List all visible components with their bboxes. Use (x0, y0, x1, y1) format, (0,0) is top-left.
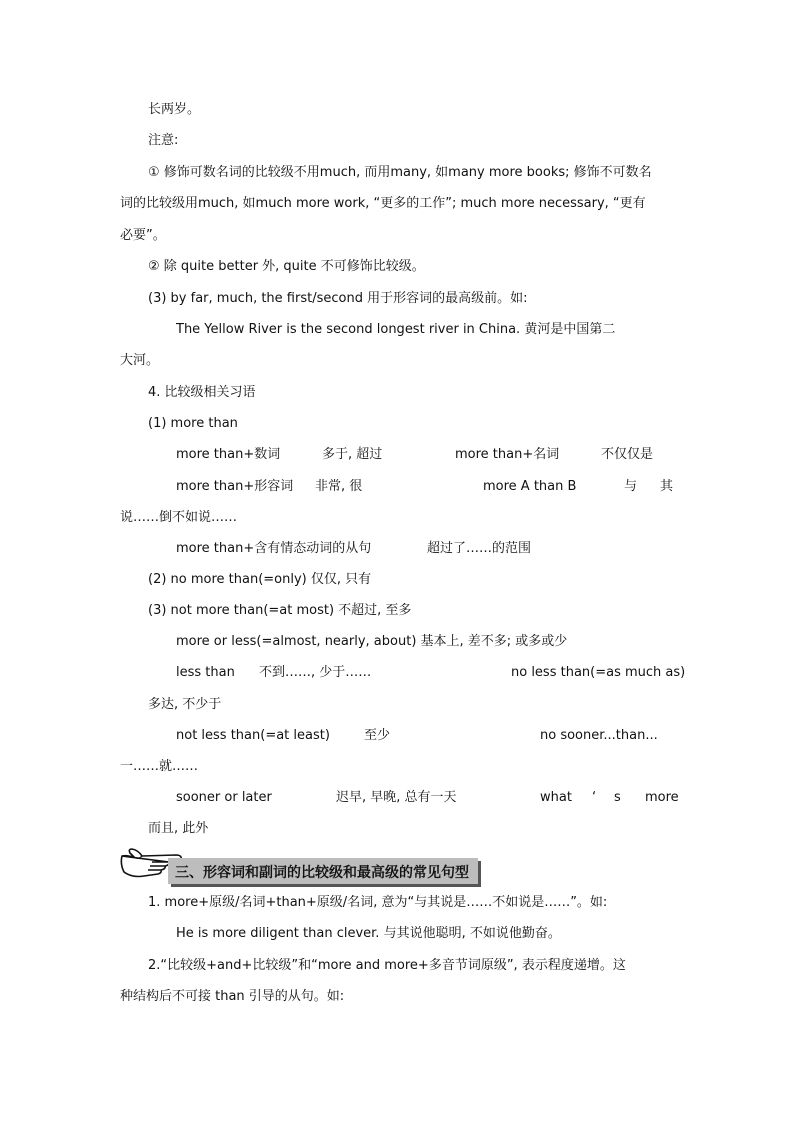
text-line: 1. more+原级/名词+than+原级/名词, 意为“与其说是……不如说是……”。如: (148, 895, 608, 910)
idiom-meaning: 一……就…… (120, 759, 199, 774)
text-line: 说……倒不如说…… (120, 510, 238, 525)
text-line: 2.“比较级+and+比较级”和“more and more+多音节词原级”, 表示程度递增。这 (148, 958, 626, 973)
idiom-meaning: 非常, 很 (315, 479, 363, 494)
section-heading: 4. 比较级相关习语 (148, 385, 256, 400)
idiom: more than+数词 (176, 447, 281, 462)
idiom: less than (176, 665, 235, 680)
text-line: (3) by far, much, the first/second 用于形容词的最高级前。如: (148, 291, 528, 306)
text-fragment: 其 (660, 479, 674, 494)
example-sentence: The Yellow River is the second longest river in China. 黄河是中国第二 (176, 322, 616, 337)
idiom-meaning: 超过了……的范围 (427, 541, 532, 556)
text-line: 大河。 (120, 353, 160, 368)
section-banner (168, 858, 478, 884)
text-line: 词的比较级用much, 如much more work, “更多的工作”; much more necessary, “更有 (120, 196, 646, 211)
idiom-meaning: 而且, 此外 (148, 821, 209, 836)
idiom-meaning: 多达, 不少于 (148, 697, 222, 712)
idiom-meaning: 至少 (364, 728, 391, 743)
idiom: more A than B (483, 479, 577, 494)
idiom-meaning: 多于, 超过 (322, 447, 383, 462)
idiom: more than+名词 (455, 447, 560, 462)
idiom: no less than(=as much as) (511, 665, 686, 680)
idiom: not less than(=at least) (176, 728, 330, 743)
text-line: (1) more than (148, 416, 238, 431)
text-line: 种结构后不可接 than 引导的从句。如: (120, 989, 345, 1004)
text-line: (2) no more than(=only) 仅仅, 只有 (148, 572, 372, 587)
idiom: more than+形容词 (176, 479, 294, 494)
section-banner-title: 三、形容词和副词的比较级和最高级的常见句型 (175, 865, 469, 881)
note-heading: 注意: (148, 133, 179, 148)
idiom: no sooner...than... (540, 728, 658, 743)
example-sentence: He is more diligent than clever. 与其说他聪明, 不如说他勤奋。 (176, 926, 561, 941)
idiom-meaning: 不到……, 少于…… (259, 665, 372, 680)
idiom: sooner or later (176, 790, 272, 805)
text-line: ① 修饰可数名词的比较级不用much, 而用many, 如many more books; 修饰不可数名 (148, 165, 652, 180)
text-line: 必要”。 (120, 228, 166, 243)
text-fragment: s (614, 790, 621, 805)
idiom-meaning: 迟早, 早晚, 总有一天 (336, 790, 457, 805)
text-line: ② 除 quite better 外, quite 不可修饰比较级。 (148, 259, 425, 274)
idiom: more than+含有情态动词的从句 (176, 541, 372, 556)
text-fragment: ‘ (592, 790, 597, 805)
text-line: (3) not more than(=at most) 不超过, 至多 (148, 603, 412, 618)
text-fragment: more (645, 790, 679, 805)
text-fragment: what (540, 790, 572, 805)
text-line: 长两岁。 (148, 102, 201, 117)
text-line: more or less(=almost, nearly, about) 基本上, 差不多; 或多或少 (176, 634, 568, 649)
text-fragment: 与 (624, 479, 638, 494)
idiom-meaning: 不仅仅是 (601, 447, 654, 462)
